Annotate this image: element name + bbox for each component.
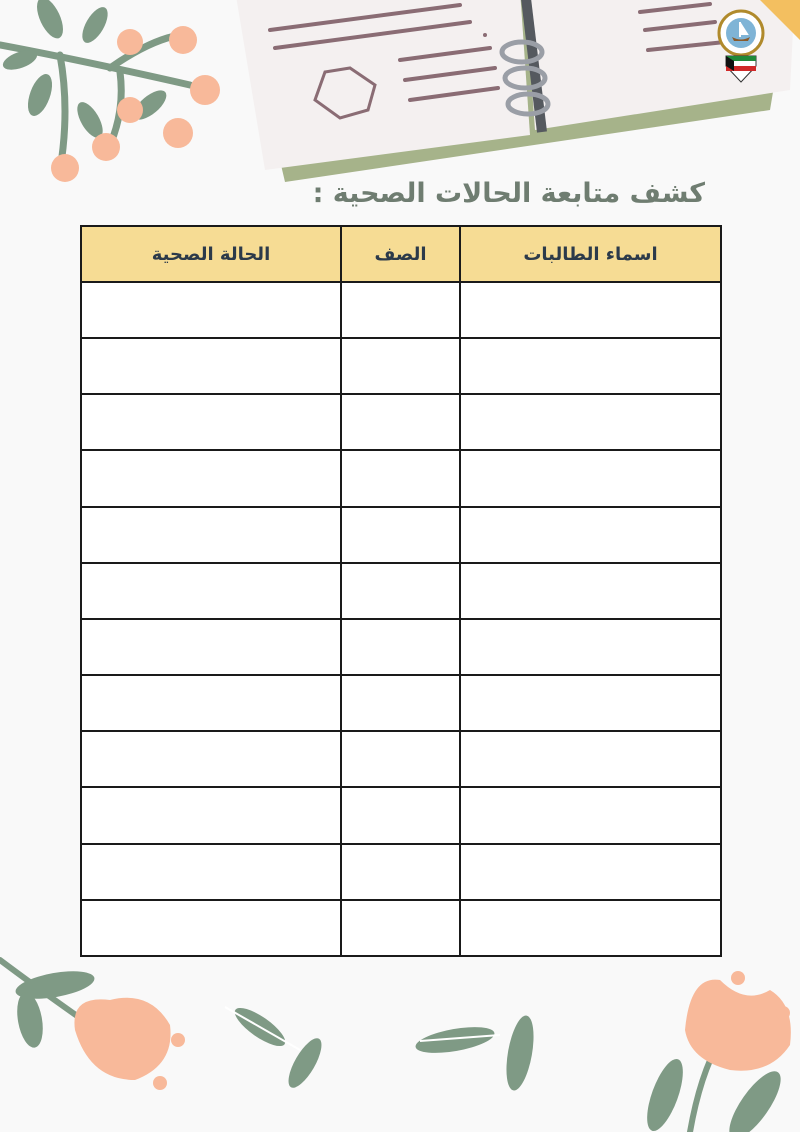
cell-student-name[interactable] — [460, 282, 721, 338]
table-row — [81, 787, 721, 843]
cell-class[interactable] — [341, 731, 460, 787]
cell-student-name[interactable] — [460, 787, 721, 843]
cell-student-name[interactable] — [460, 619, 721, 675]
table-row — [81, 450, 721, 506]
health-status-table — [80, 225, 722, 957]
cell-student-name[interactable] — [460, 675, 721, 731]
cell-class[interactable] — [341, 450, 460, 506]
cell-health-status[interactable] — [81, 675, 341, 731]
kuwait-emblem-icon — [716, 8, 766, 84]
cell-health-status[interactable] — [81, 619, 341, 675]
cell-class[interactable] — [341, 338, 460, 394]
cell-class[interactable] — [341, 675, 460, 731]
cell-student-name[interactable] — [460, 450, 721, 506]
cell-class[interactable] — [341, 787, 460, 843]
cell-student-name[interactable] — [460, 338, 721, 394]
cell-student-name[interactable] — [460, 844, 721, 900]
header-health-status: الحالة الصحية — [81, 226, 341, 282]
cell-health-status[interactable] — [81, 731, 341, 787]
cell-class[interactable] — [341, 844, 460, 900]
table-row — [81, 844, 721, 900]
cell-student-name[interactable] — [460, 731, 721, 787]
table-row — [81, 619, 721, 675]
flower-branch-icon — [0, 0, 240, 190]
table-row — [81, 282, 721, 338]
table-row — [81, 507, 721, 563]
cell-student-name[interactable] — [460, 507, 721, 563]
table-row — [81, 394, 721, 450]
cell-health-status[interactable] — [81, 787, 341, 843]
cell-class[interactable] — [341, 394, 460, 450]
table-row — [81, 731, 721, 787]
leaves-tulip-decoration-icon — [0, 945, 800, 1132]
cell-class[interactable] — [341, 507, 460, 563]
notebook-icon — [230, 0, 800, 190]
cell-class[interactable] — [341, 563, 460, 619]
table-body — [81, 282, 721, 956]
table-header-row — [81, 226, 721, 282]
table-row — [81, 338, 721, 394]
cell-health-status[interactable] — [81, 450, 341, 506]
header-class: الصف — [341, 226, 460, 282]
cell-health-status[interactable] — [81, 282, 341, 338]
cell-health-status[interactable] — [81, 844, 341, 900]
page-title: كشف متابعة الحالات الصحية : — [312, 178, 705, 209]
cell-health-status[interactable] — [81, 507, 341, 563]
cell-student-name[interactable] — [460, 563, 721, 619]
cell-student-name[interactable] — [460, 394, 721, 450]
cell-health-status[interactable] — [81, 563, 341, 619]
cell-health-status[interactable] — [81, 394, 341, 450]
table-row — [81, 675, 721, 731]
cell-class[interactable] — [341, 619, 460, 675]
header-student-names: اسماء الطالبات — [460, 226, 721, 282]
table-row — [81, 563, 721, 619]
cell-class[interactable] — [341, 282, 460, 338]
cell-health-status[interactable] — [81, 338, 341, 394]
